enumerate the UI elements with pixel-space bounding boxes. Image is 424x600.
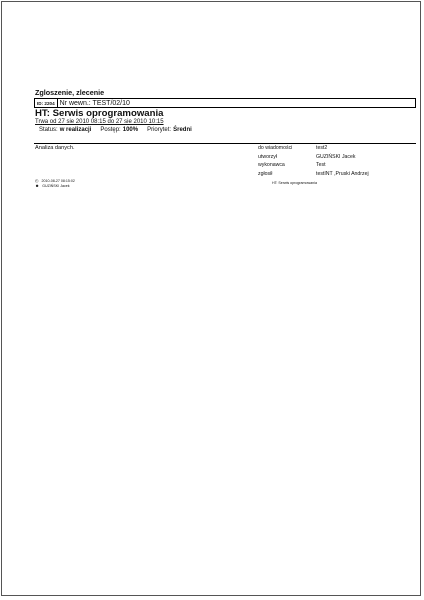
duration-text: Trwa od 27 sie 2010 08:15 do 27 sie 2010 10:15 <box>35 119 164 125</box>
people-label: do wiadomości <box>258 145 293 151</box>
progress-label: Postęp: <box>100 127 121 133</box>
user-icon: ☻ <box>35 182 40 188</box>
status-label: Status: <box>39 127 58 133</box>
task-title: HT: Serwis oprogramowania <box>35 108 164 119</box>
people-row <box>258 153 369 162</box>
people-value: testINT ,Pruski Andrzej <box>316 170 369 177</box>
document-type-title: Zgloszenie, zlecenie <box>35 88 105 97</box>
description: Analiza danych. <box>35 145 75 151</box>
people-row <box>258 161 369 170</box>
people-value: Test <box>316 162 326 169</box>
progress-value: 100% <box>122 127 139 133</box>
comment-author: GUZIŃSKI Jacek <box>42 183 70 188</box>
status-value: w realizacji <box>59 127 92 133</box>
comment-date: 2010-08-27 08:15:02 <box>41 179 75 183</box>
id-box <box>34 98 416 108</box>
id-label: ID: 2204 <box>35 99 58 107</box>
people-label: wykonawca <box>258 162 285 169</box>
comment-meta <box>35 179 75 188</box>
people-row <box>258 144 369 153</box>
document-page <box>1 1 421 596</box>
status-line <box>39 127 201 133</box>
people-label: utworzył <box>258 153 278 160</box>
people-value: GUZIŃSKI Jacek <box>316 153 356 160</box>
people-label: zgłosił <box>258 170 273 177</box>
people-value: test2 <box>316 145 328 151</box>
people-list <box>258 144 369 178</box>
priority-value: Średni <box>173 127 192 133</box>
internal-number: Nr wewn.: TEST/02/10 <box>59 99 130 107</box>
comment-author-line <box>35 184 75 189</box>
people-row <box>258 170 369 179</box>
priority-label: Priorytet: <box>147 127 172 133</box>
comment-text: HT: Serwis oprogramowania <box>272 181 317 185</box>
clock-icon: ◴ <box>35 178 39 183</box>
